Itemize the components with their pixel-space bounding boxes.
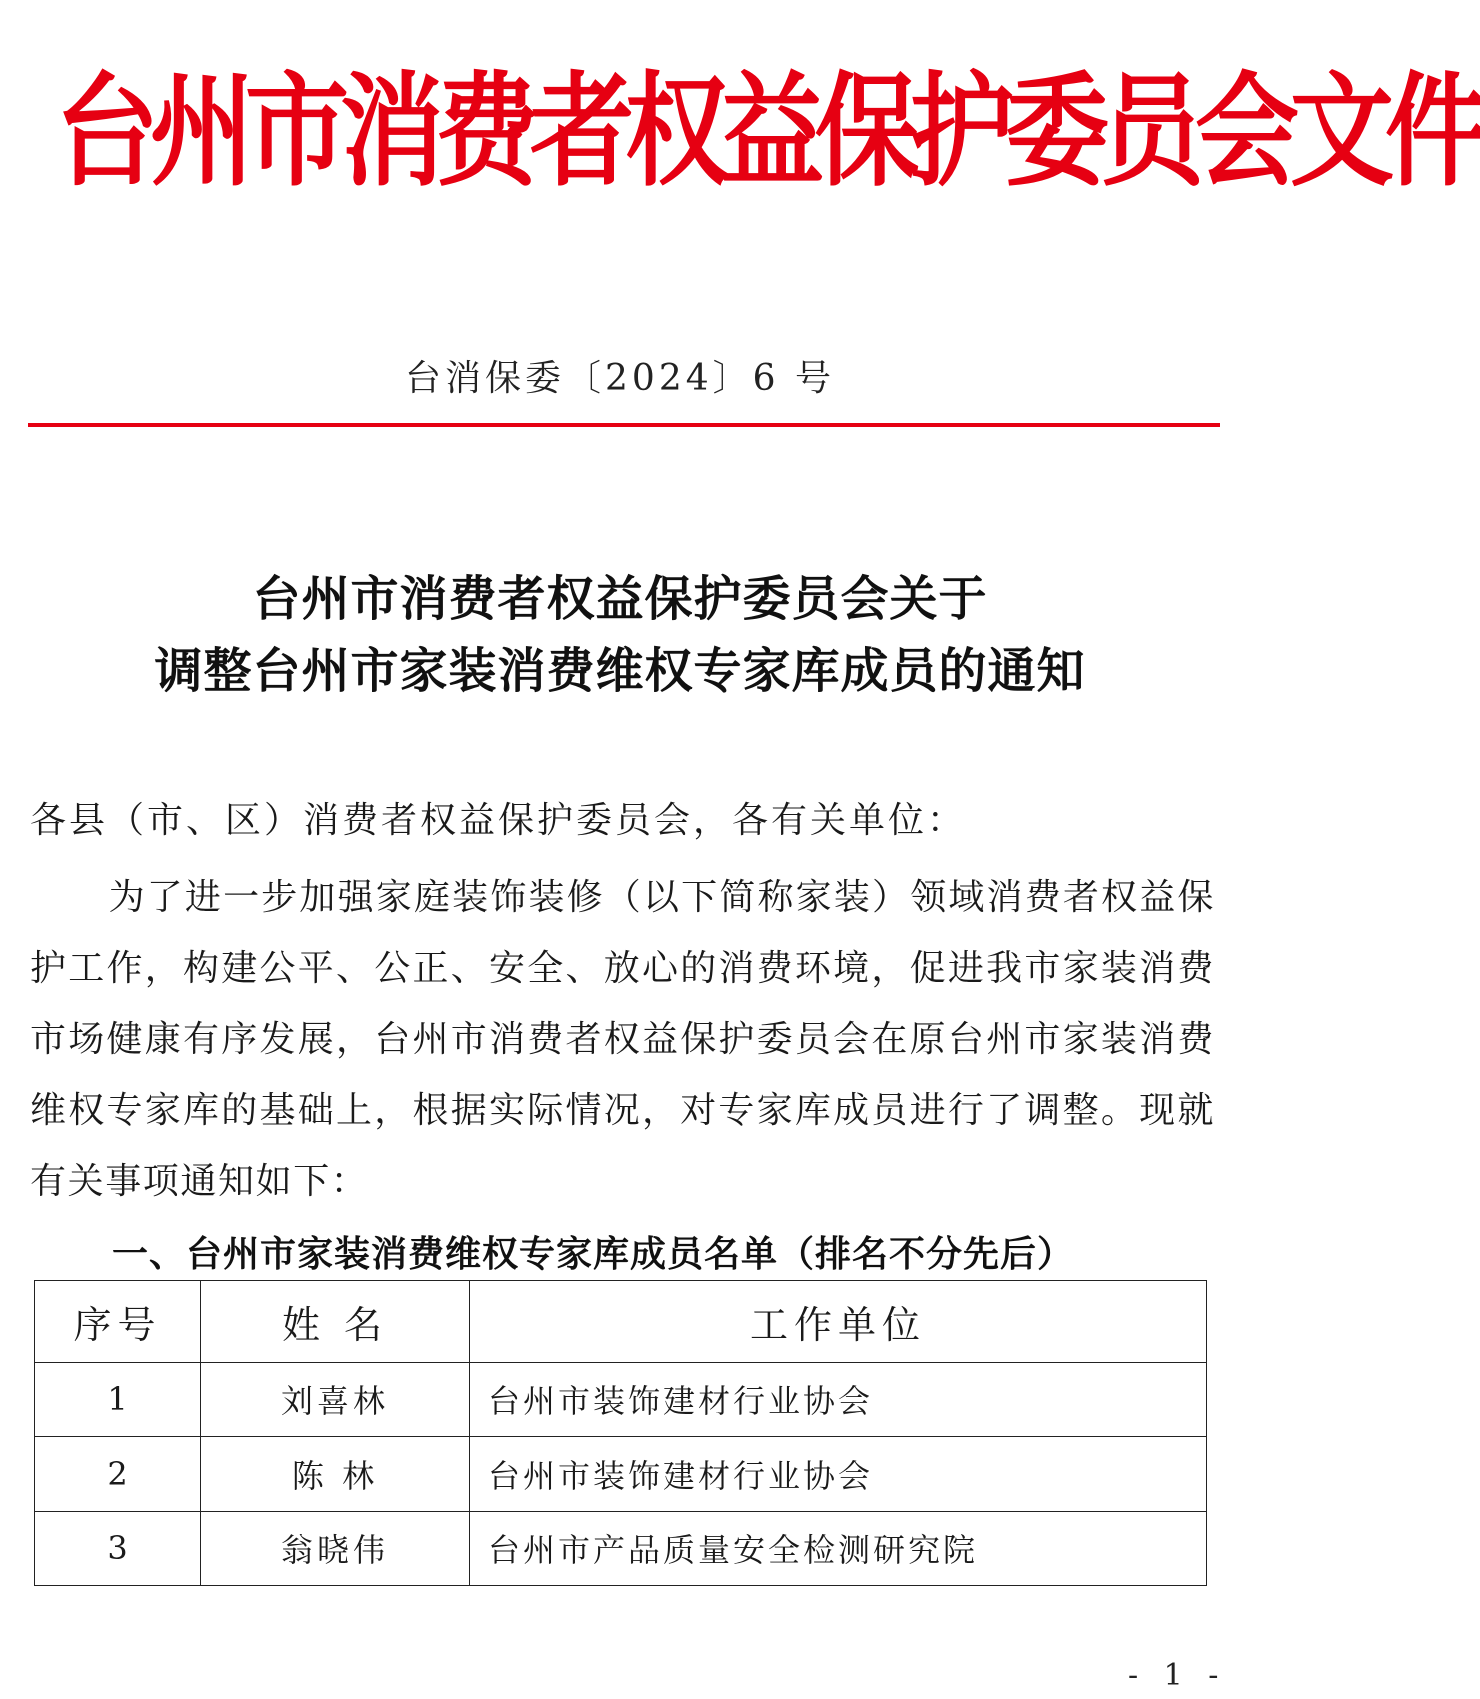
section-heading: 一、台州市家装消费维权专家库成员名单（排名不分先后） — [112, 1234, 1075, 1275]
page-number: - 1 - — [1128, 1658, 1227, 1693]
cell-serial-no: 3 — [35, 1511, 201, 1586]
table-header-row — [35, 1281, 1207, 1363]
cell-work-unit: 台州市装饰建材行业协会 — [470, 1362, 1207, 1436]
table-row — [35, 1511, 1207, 1586]
cell-serial-no: 2 — [35, 1437, 201, 1511]
document-number: 台消保委〔2024〕6 号 — [405, 358, 835, 399]
red-divider-line — [28, 423, 1220, 427]
table-row — [35, 1362, 1207, 1436]
expert-members-table — [34, 1280, 1207, 1586]
header-work-unit: 工作单位 — [470, 1281, 1207, 1363]
body-paragraph — [30, 862, 1215, 1217]
cell-name: 翁晓伟 — [201, 1511, 470, 1586]
salutation: 各县（市、区）消费者权益保护委员会，各有关单位： — [30, 800, 967, 841]
notice-title-line-2: 调整台州市家装消费维权专家库成员的通知 — [154, 643, 1086, 699]
cell-name: 刘喜林 — [201, 1362, 470, 1436]
table-row — [35, 1437, 1207, 1511]
document-masthead: 台州市消费者权益保护委员会文件 — [55, 58, 1480, 204]
cell-serial-no: 1 — [35, 1362, 201, 1436]
body-paragraph-text: 为了进一步加强家庭装饰装修（以下简称家装）领域消费者权益保护工作，构建公平、公正、安全、放心的消费环境，促进我市家装消费市场健康有序发展，台州市消费者权益保护委员会在原台州市家装消费维权专家库的基础上，根据实际情况，对专家库成员进行了调整。现就有关事项通知如下： — [30, 877, 1215, 1202]
notice-title-line-1: 台州市消费者权益保护委员会关于 — [252, 571, 988, 627]
cell-work-unit: 台州市产品质量安全检测研究院 — [470, 1511, 1207, 1586]
cell-name: 陈 林 — [201, 1437, 470, 1511]
header-name: 姓 名 — [201, 1281, 470, 1363]
cell-work-unit: 台州市装饰建材行业协会 — [470, 1437, 1207, 1511]
header-serial-no: 序号 — [35, 1281, 201, 1363]
